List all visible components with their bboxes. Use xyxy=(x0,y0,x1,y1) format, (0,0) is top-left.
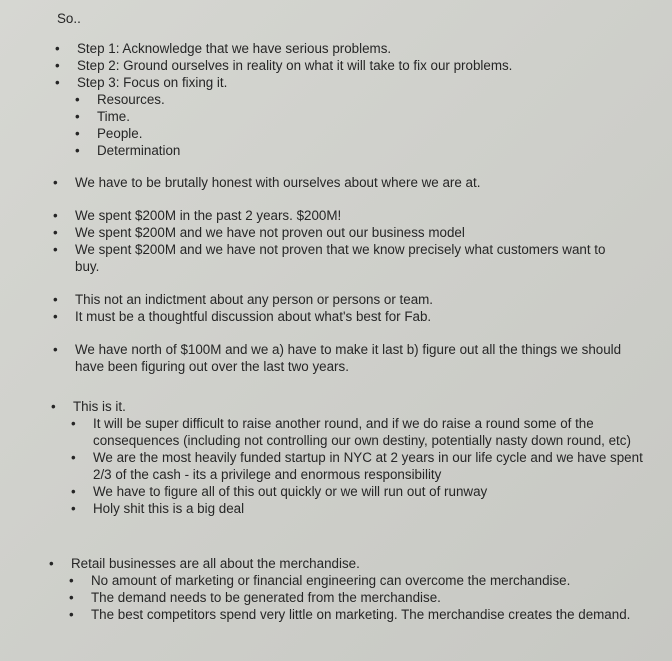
bullet-icon: • xyxy=(55,75,60,90)
list-item: • Step 2: Ground ourselves in reality on what it will take to fix our problems. xyxy=(55,58,513,73)
sub-list-item: • We are the most heavily funded startup in NYC at 2 years in our life cycle and we have spent 2/3 of the cash - its a privilege and enormous responsibility xyxy=(71,450,643,482)
sub-list-item: • The demand needs to be generated from the merchandise. xyxy=(69,590,441,605)
list-item: • We spent $200M in the past 2 years. $200M! xyxy=(53,208,342,223)
list-item: • We have to be brutally honest with ourselves about where we are at. xyxy=(53,175,481,190)
bullet-icon: • xyxy=(53,292,58,307)
bullet-icon: • xyxy=(69,607,74,622)
bullet-icon: • xyxy=(55,41,60,56)
bullet-group-steps xyxy=(55,40,655,159)
bullet-icon: • xyxy=(71,501,76,516)
list-item: • We spent $200M and we have not proven out our business model xyxy=(53,225,465,240)
bullet-icon: • xyxy=(69,573,74,588)
bullet-icon: • xyxy=(53,225,58,240)
bullet-icon: • xyxy=(71,416,76,431)
bullet-group-this-is-it xyxy=(51,398,651,517)
sub-list xyxy=(55,91,655,159)
sub-list-item: • No amount of marketing or financial engineering can overcome the merchandise. xyxy=(69,573,571,588)
bullet-icon: • xyxy=(71,450,76,465)
bullet-group-honesty xyxy=(53,174,653,191)
sub-list-item: • It will be super difficult to raise another round, and if we do raise a round some of the consequences (including not controlling our own destiny, potentially nasty down round, etc) xyxy=(71,416,631,448)
bullet-icon: • xyxy=(53,242,58,257)
bullet-icon: • xyxy=(53,309,58,324)
bullet-group-spend xyxy=(53,207,623,275)
sub-list xyxy=(51,415,651,517)
list-item: • Step 3: Focus on fixing it. xyxy=(55,75,228,90)
sub-list-item: • The best competitors spend very little on marketing. The merchandise creates the demand. xyxy=(69,607,631,622)
bullet-icon: • xyxy=(75,109,80,124)
bullet-group-indictment xyxy=(53,291,653,325)
bullet-icon: • xyxy=(75,143,80,158)
list-item: • We have north of $100M and we a) have to make it last b) figure out all the things we should have been figuring out over the last two years. xyxy=(53,342,622,374)
bullet-icon: • xyxy=(53,342,58,357)
bullet-icon: • xyxy=(51,399,56,414)
bullet-group-runway xyxy=(53,341,623,375)
bullet-icon: • xyxy=(75,92,80,107)
sub-list-item: • Time. xyxy=(75,109,130,124)
bullet-group-merchandise xyxy=(49,555,661,623)
list-item: • This is it. xyxy=(51,399,126,414)
list-item: • We spent $200M and we have not proven that we know precisely what customers want to buy. xyxy=(53,242,606,274)
bullet-icon: • xyxy=(55,58,60,73)
sub-list-item: • We have to figure all of this out quickly or we will run out of runway xyxy=(71,484,488,499)
list-item: • Step 1: Acknowledge that we have serious problems. xyxy=(55,41,392,56)
bullet-icon: • xyxy=(53,175,58,190)
bullet-icon: • xyxy=(75,126,80,141)
sub-list-item: • People. xyxy=(75,126,143,141)
bullet-icon: • xyxy=(53,208,58,223)
sub-list-item: • Determination xyxy=(75,143,181,158)
list-item: • It must be a thoughtful discussion about what's best for Fab. xyxy=(53,309,432,324)
document-heading: So.. xyxy=(57,11,81,26)
bullet-icon: • xyxy=(69,590,74,605)
bullet-icon: • xyxy=(49,556,54,571)
list-item: • Retail businesses are all about the merchandise. xyxy=(49,556,360,571)
bullet-icon: • xyxy=(71,484,76,499)
sub-list-item: • Resources. xyxy=(75,92,165,107)
sub-list-item: • Holy shit this is a big deal xyxy=(71,501,245,516)
sub-list xyxy=(49,572,661,623)
list-item: • This not an indictment about any person or persons or team. xyxy=(53,292,434,307)
